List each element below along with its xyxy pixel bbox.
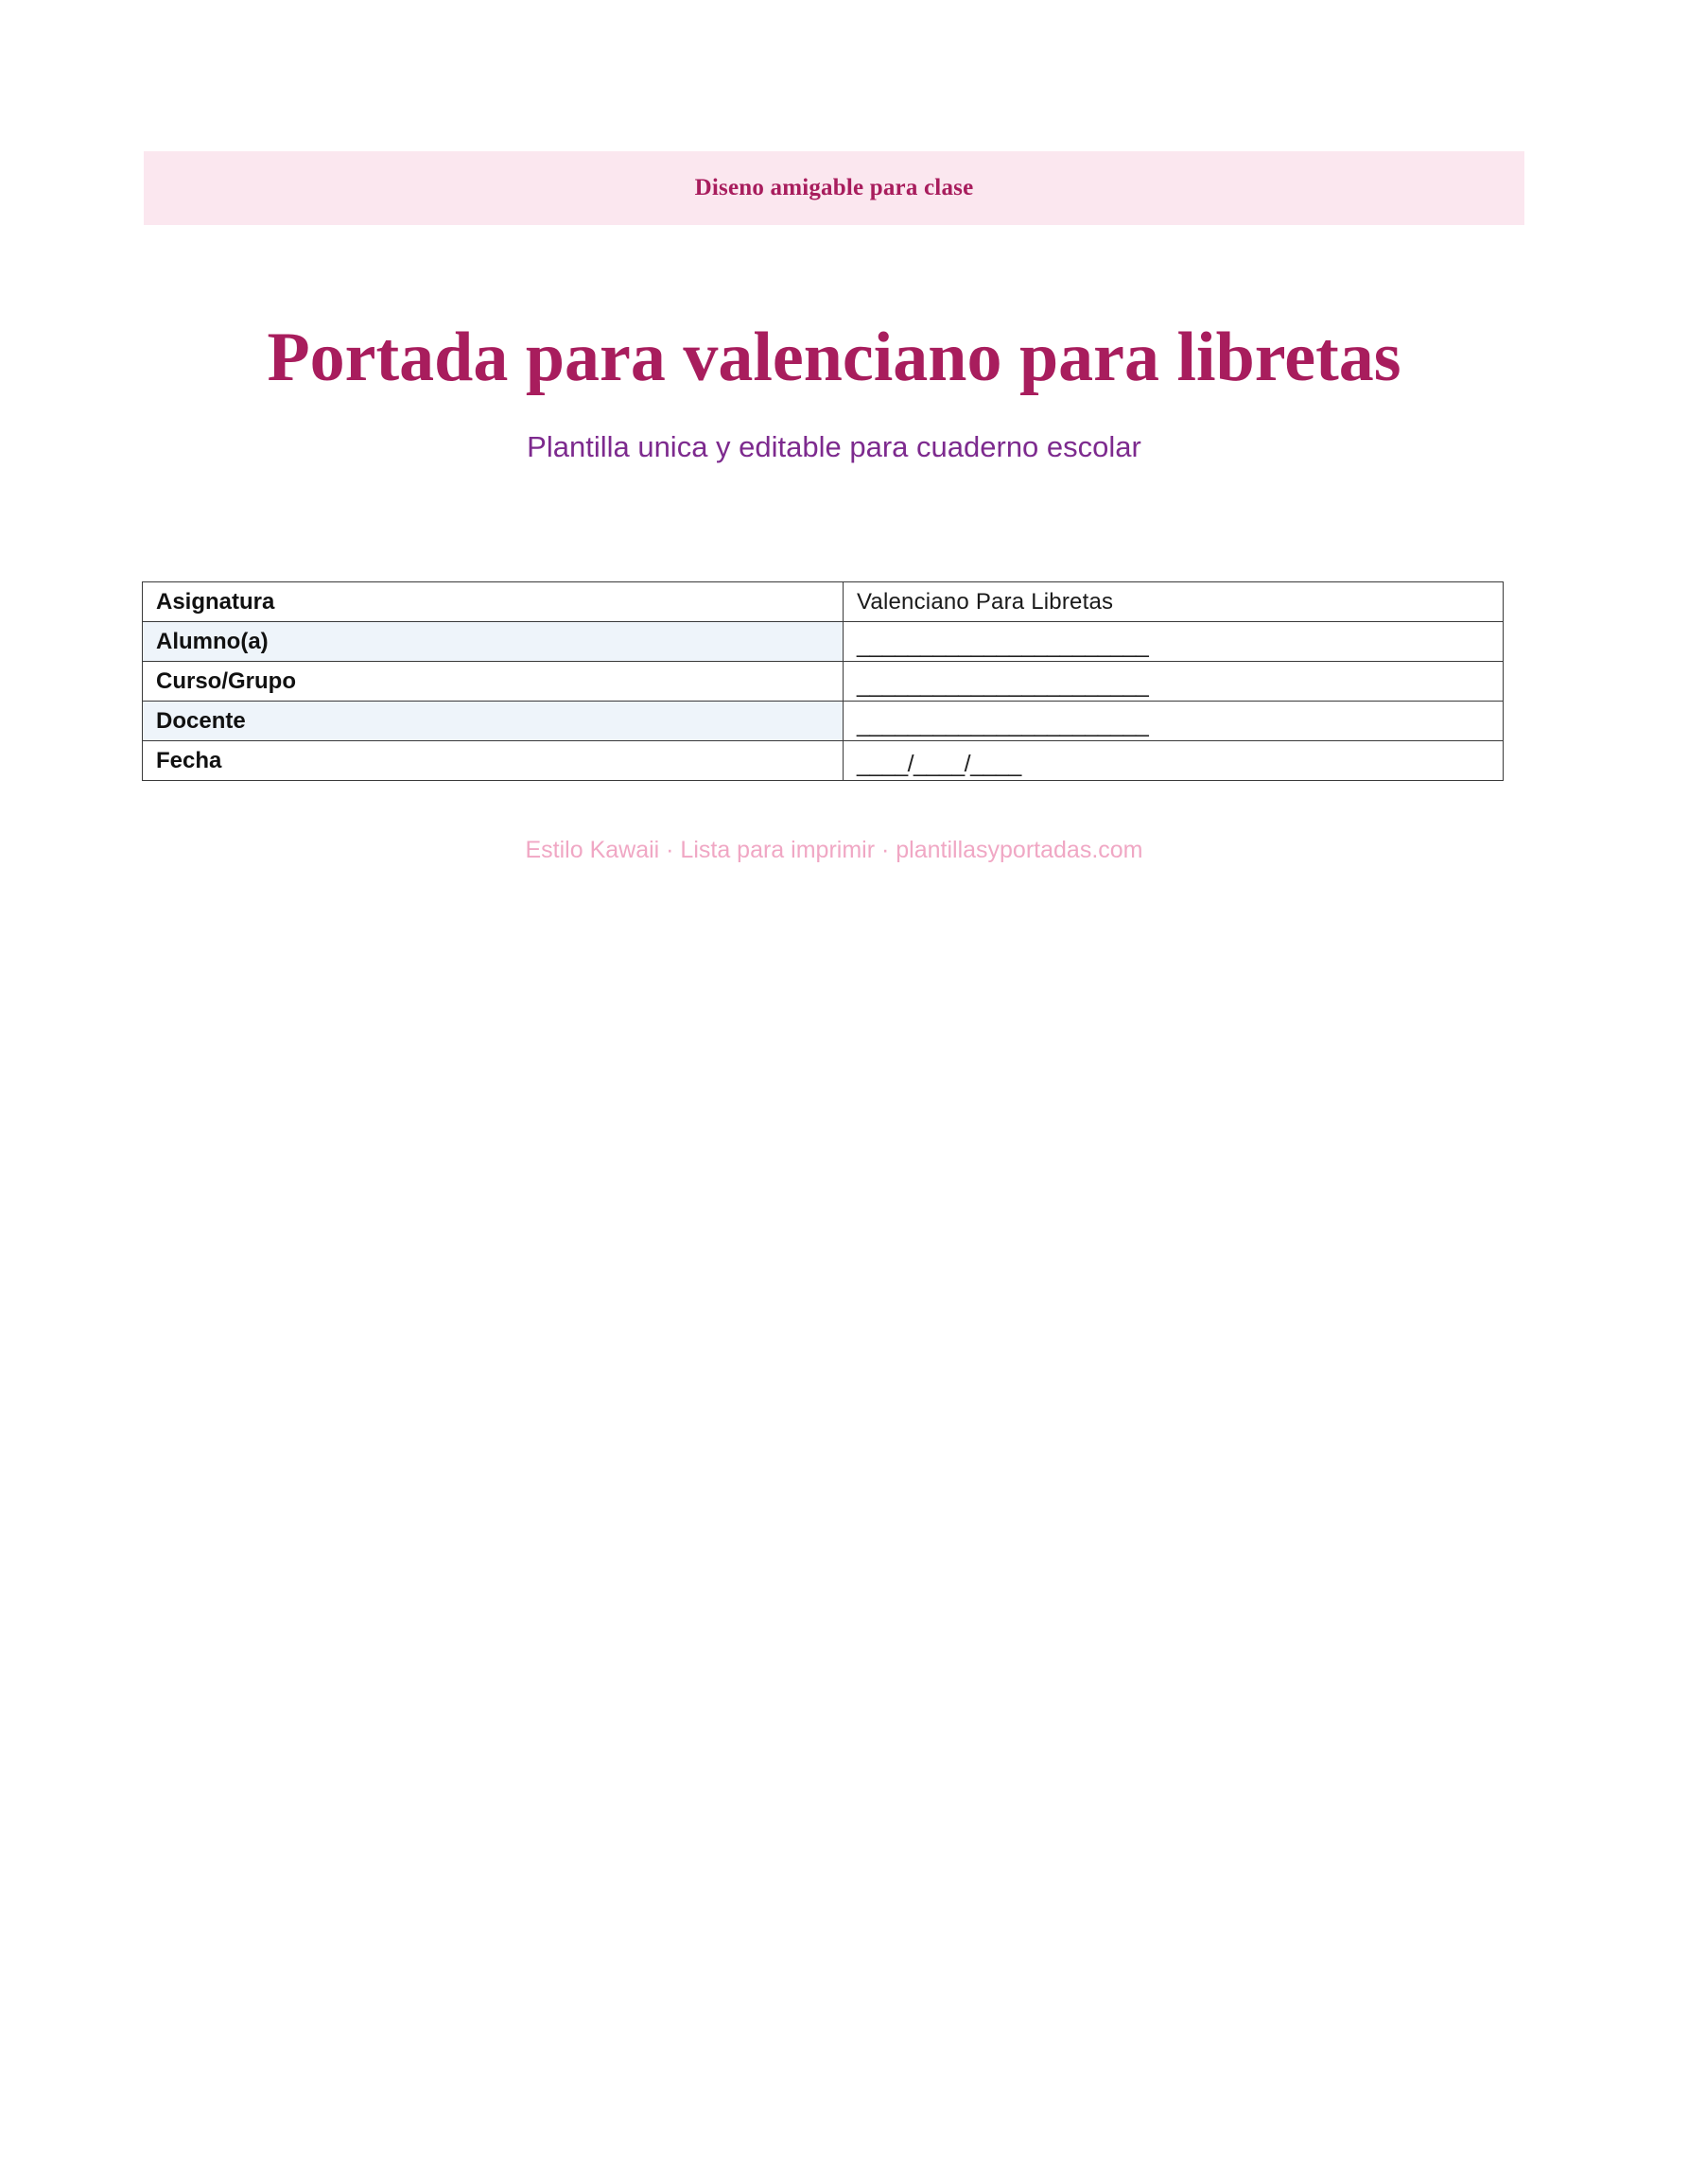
blank-line: _______________________: [857, 671, 1149, 698]
footer-note: Estilo Kawaii · Lista para imprimir · plantillasyportadas.com: [525, 837, 1143, 863]
field-value-fecha[interactable]: [844, 741, 1504, 781]
table-row: [143, 741, 1504, 781]
field-label-curso: Curso/Grupo: [143, 662, 844, 702]
table-row: [143, 662, 1504, 702]
student-info-table: [142, 581, 1504, 781]
field-label-asignatura: Asignatura: [143, 582, 844, 622]
page-subtitle: Plantilla unica y editable para cuaderno escolar: [527, 430, 1141, 463]
field-label-fecha: Fecha: [143, 741, 844, 781]
table-row: [143, 582, 1504, 622]
table-row: [143, 702, 1504, 741]
field-value-curso[interactable]: [844, 662, 1504, 702]
field-label-docente: Docente: [143, 702, 844, 741]
blank-line: _______________________: [857, 711, 1149, 737]
banner-text: Diseno amigable para clase: [694, 175, 974, 200]
blank-line: _______________________: [857, 632, 1149, 658]
page-title: Portada para valenciano para libretas: [267, 318, 1401, 396]
field-label-alumno: Alumno(a): [143, 622, 844, 662]
field-value-alumno[interactable]: [844, 622, 1504, 662]
date-blank-line: ____/____/____: [857, 751, 1021, 777]
table-row: [143, 622, 1504, 662]
top-banner: [144, 151, 1524, 225]
field-value-docente[interactable]: [844, 702, 1504, 741]
field-value-asignatura[interactable]: Valenciano Para Libretas: [844, 582, 1504, 622]
